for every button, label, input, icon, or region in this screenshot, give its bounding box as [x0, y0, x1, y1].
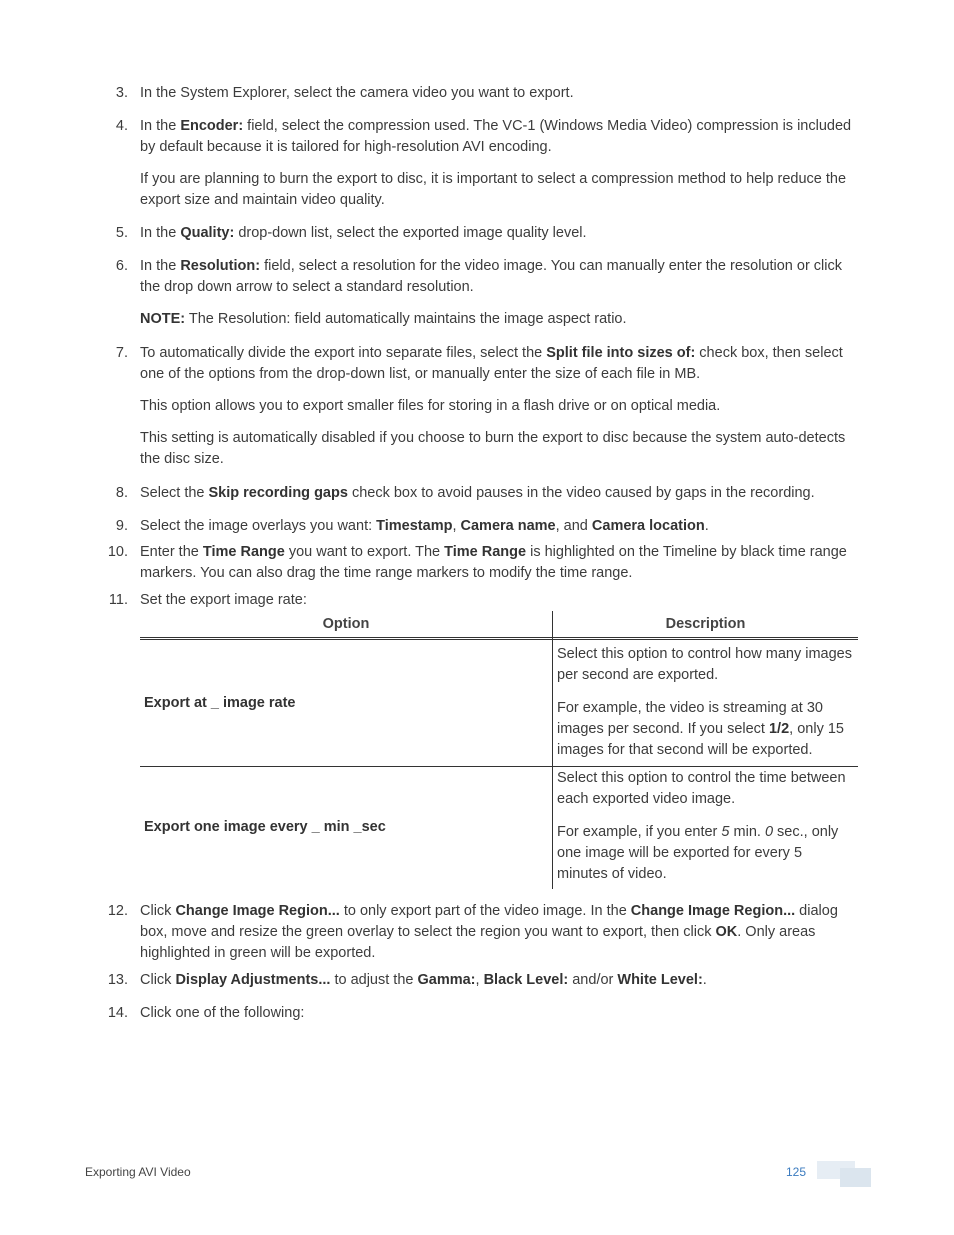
step-note: If you are planning to burn the export to disc, it is important to select a compression method to help reduce the export size and maintain video quality. — [140, 171, 847, 208]
step-4 — [100, 116, 860, 211]
description-cell: Select this option to control how many images per second are exported. For example, the video is streaming at 30 images per second. If you select 1/2, only 15 images for that second will be exported. — [557, 646, 852, 758]
column-header-option: Option — [322, 616, 370, 632]
step-text: Set the export image rate: — [140, 592, 307, 608]
step-text: Click one of the following: — [140, 1005, 305, 1021]
row-divider — [140, 766, 858, 767]
column-divider — [552, 611, 553, 889]
step-number: 6. — [115, 258, 128, 274]
step-number: 4. — [115, 118, 128, 134]
step-text: Enter the Time Range you want to export. The Time Range is highlighted on the Timeline by black time range markers. You can also drag the time range markers to modify the time range. — [140, 544, 847, 581]
step-9 — [100, 516, 860, 537]
step-7 — [100, 343, 860, 470]
step-number: 10. — [107, 544, 128, 560]
step-text: Click Display Adjustments... to adjust the Gamma:, Black Level: and/or White Level:. — [140, 972, 707, 988]
step-11 — [100, 590, 860, 611]
skip-gaps-label: Skip recording gaps — [208, 485, 348, 501]
footer-section-title: Exporting AVI Video — [85, 1165, 191, 1179]
step-12 — [100, 901, 860, 964]
step-number: 7. — [115, 345, 128, 361]
split-file-label: Split file into sizes of: — [546, 345, 696, 361]
step-number: 9. — [115, 518, 128, 534]
step-note: NOTE: The Resolution: field automatically maintains the image aspect ratio. — [140, 311, 627, 327]
step-number: 5. — [115, 225, 128, 241]
step-number: 11. — [108, 592, 128, 608]
step-text: Select the Skip recording gaps check box to avoid pauses in the video caused by gaps in the recording. — [140, 485, 815, 501]
step-3 — [100, 83, 860, 104]
step-8 — [100, 483, 860, 504]
step-14 — [100, 1003, 860, 1024]
step-5 — [100, 223, 860, 244]
step-note: This option allows you to export smaller files for storing in a flash drive or on optical media. — [140, 398, 721, 414]
step-note: This setting is automatically disabled if you choose to burn the export to disc because the system auto-detects the disc size. — [140, 430, 846, 467]
encoder-field-label: Encoder: — [180, 118, 244, 134]
step-text: In the Resolution: field, select a resolution for the video image. You can manually enter the resolution or click the drop down arrow to select a standard resolution. — [140, 258, 843, 295]
step-number: 13. — [107, 972, 128, 988]
table-header — [140, 611, 858, 640]
column-header-description: Description — [665, 616, 746, 632]
description-cell: Select this option to control the time between each exported video image. For example, if you enter 5 min. 0 sec., only one image will be exported for every 5 minutes of video. — [557, 770, 846, 882]
footer-tab-decoration — [840, 1168, 871, 1187]
note-label: NOTE: — [140, 311, 186, 327]
resolution-field-label: Resolution: — [180, 258, 261, 274]
step-text: In the System Explorer, select the camera video you want to export. — [140, 85, 574, 101]
quality-field-label: Quality: — [180, 225, 235, 241]
step-13 — [100, 970, 860, 991]
step-number: 3. — [115, 85, 128, 101]
step-10 — [100, 542, 860, 584]
step-text: In the Encoder: field, select the compression used. The VC-1 (Windows Media Video) compression is included by default because it is tailored for high-resolution AVI encoding. — [140, 118, 852, 155]
step-text: Select the image overlays you want: Timestamp, Camera name, and Camera location. — [140, 518, 709, 534]
option-cell: Export at _ image rate — [144, 695, 296, 711]
image-rate-table — [140, 611, 858, 882]
step-text: In the Quality: drop-down list, select the exported image quality level. — [140, 225, 587, 241]
step-number: 14. — [107, 1005, 128, 1021]
step-text: To automatically divide the export into separate files, select the Split file into sizes of: check box, then select one of the options from the drop-down list, or manually enter the size of each file in MB. — [140, 345, 843, 382]
step-number: 8. — [115, 485, 128, 501]
step-text: Click Change Image Region... to only export part of the video image. In the Change Image Region... dialog box, move and resize the green overlay to select the region you want to export, then click OK. Only areas highlighted in green will be exported. — [140, 903, 838, 961]
option-cell: Export one image every _ min _sec — [144, 819, 386, 835]
page-number: 125 — [786, 1165, 807, 1179]
step-6 — [100, 256, 860, 330]
step-number: 12. — [107, 903, 128, 919]
